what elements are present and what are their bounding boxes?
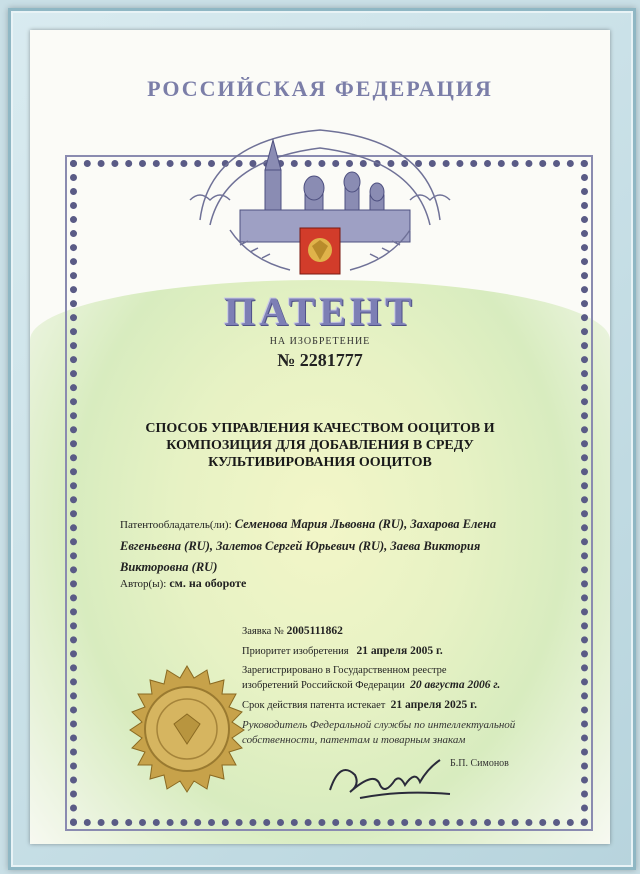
patent-certificate xyxy=(30,30,610,844)
patent-number: № 2281777 xyxy=(277,350,363,370)
application-row: Заявка № 2005111862 xyxy=(242,625,343,637)
country-title: РОССИЙСКАЯ ФЕДЕРАЦИЯ xyxy=(147,76,493,101)
signature-icon xyxy=(320,750,460,810)
patent-holders xyxy=(120,514,540,578)
holders-label: Патентообладатель(ли): xyxy=(120,519,232,531)
head-of-service-title: Руководитель Федеральной службы по интеллектуальной собственности, патентам и товарным знакам xyxy=(242,719,516,746)
registered-row: Зарегистрировано в Государственном реестре изобретений Российской Федерации 20 августа 2006 г. xyxy=(242,665,501,691)
patent-subtitle: НА ИЗОБРЕТЕНИЕ xyxy=(269,336,371,347)
validity-row: Срок действия патента истекает 21 апреля 2025 г. xyxy=(242,699,477,711)
authors xyxy=(120,576,246,591)
holders-names: Семенова Мария Львовна (RU), Захарова Елена Евгеньевна (RU), Залетов Сергей Юрьевич (RU), Заева Виктория Викторовна (RU) xyxy=(120,517,497,574)
registration-block xyxy=(242,624,572,718)
signer-name: Б.П. Симонов xyxy=(450,758,509,769)
kremlin-emblem-icon xyxy=(170,100,470,300)
priority-row: Приоритет изобретения 21 апреля 2005 г. xyxy=(242,645,443,657)
gold-seal-icon xyxy=(122,664,252,794)
invention-title: СПОСОБ УПРАВЛЕНИЯ КАЧЕСТВОМ ООЦИТОВ И КОМПОЗИЦИЯ ДЛЯ ДОБАВЛЕНИЯ В СРЕДУ КУЛЬТИВИРОВАНИЯ ООЦИТОВ xyxy=(145,421,495,470)
authors-label: Автор(ы): xyxy=(120,578,167,590)
authors-value: см. на обороте xyxy=(169,576,247,590)
patent-heading: ПАТЕНТ xyxy=(224,289,416,334)
